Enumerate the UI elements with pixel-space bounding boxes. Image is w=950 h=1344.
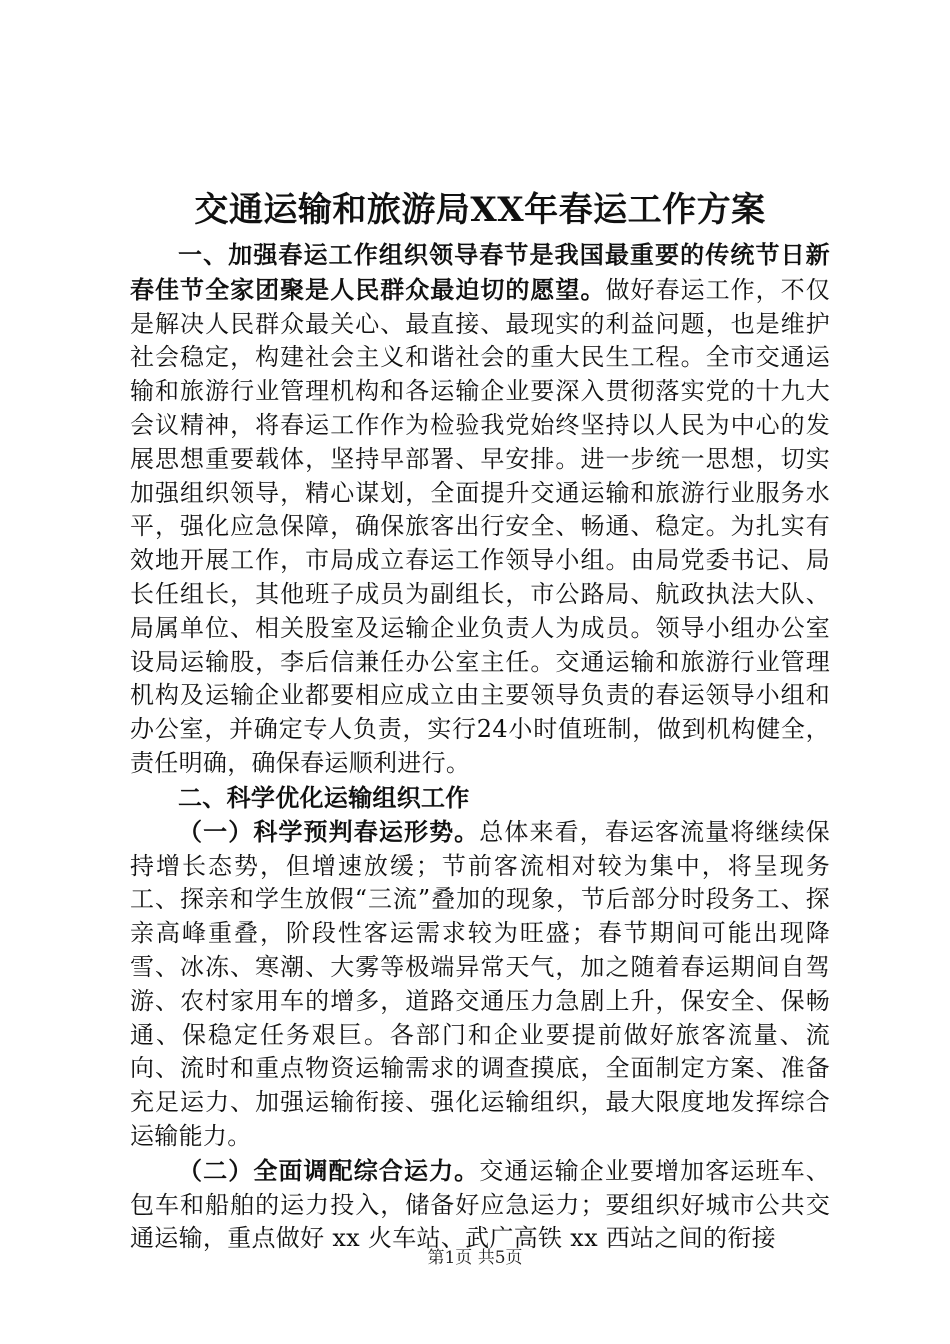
subsection-1-heading: （一）科学预判春运形势。 (178, 816, 480, 846)
subsection-1-body: 总体来看，春运客流量将继续保持增长态势，但增速放缓；节前客流相对较为集中，将呈现务工、探亲和学生放假“三流”叠加的现象，节后部分时段务工、探亲高峰重叠，阶段性客运需求较为旺盛；春节期间可能出现降雪、冰冻、寒潮、大雾等极端异常天气，加之随着春运期间自驾游、农村家用车的增多，道路交通压力急剧上升，保安全、保畅通、保稳定任务艰巨。各部门和企业要提前做好旅客流量、流向、流时和重点物资运输需求的调查摸底，全面制定方案、准备充足运力、加强运输衔接、强化运输组织，最大限度地发挥综合运输能力。 (130, 817, 830, 1150)
section-2-heading: 二、科学优化运输组织工作 (178, 782, 470, 812)
page-footer: 第1页 共5页 (427, 1248, 523, 1268)
section-1-heading: 一、加强春运工作组织领导春节是我国最重要的传统节日新春佳节全家团聚是人民群众最迫切的愿望。 (130, 240, 830, 304)
subsection-1-paragraph (130, 815, 830, 1154)
document-title: 交通运输和旅游局XX年春运工作方案 (194, 190, 766, 230)
subsection-2-body: 交通运输企业要增加客运班车、包车和船舶的运力投入，储备好应急运力；要组织好城市公共交通运输，重点做好 xx 火车站、武广高铁 xx 西站之间的衔接 (130, 1156, 830, 1253)
subsection-2-heading: （二）全面调配综合运力。 (178, 1155, 480, 1185)
section-1-body: 做好春运工作，不仅是解决人民群众最关心、最直接、最现实的利益问题，也是维护社会稳定，构建社会主义和谐社会的重大民生工程。全市交通运输和旅游行业管理机构和各运输企业要深入贯彻落实党的十九大会议精神，将春运工作作为检验我党始终坚持以人民为中心的发展思想重要载体，坚持早部署、早安排。进一步统一思想，切实加强组织领导，精心谋划，全面提升交通运输和旅游行业服务水平，强化应急保障，确保旅客出行安全、畅通、稳定。为扎实有效地开展工作，市局成立春运工作领导小组。由局党委书记、局长任组长，其他班子成员为副组长，市公路局、航政执法大队、局属单位、相关股室及运输企业负责人为成员。领导小组办公室设局运输股，李后信兼任办公室主任。交通运输和旅游行业管理机构及运输企业都要相应成立由主要领导负责的春运领导小组和办公室，并确定专人负责，实行24小时值班制，做到机构健全，责任明确，确保春运顺利进行。 (130, 275, 831, 777)
subsection-2-paragraph (130, 1154, 830, 1256)
section-1-paragraph (130, 238, 830, 781)
document-page (130, 186, 830, 1256)
